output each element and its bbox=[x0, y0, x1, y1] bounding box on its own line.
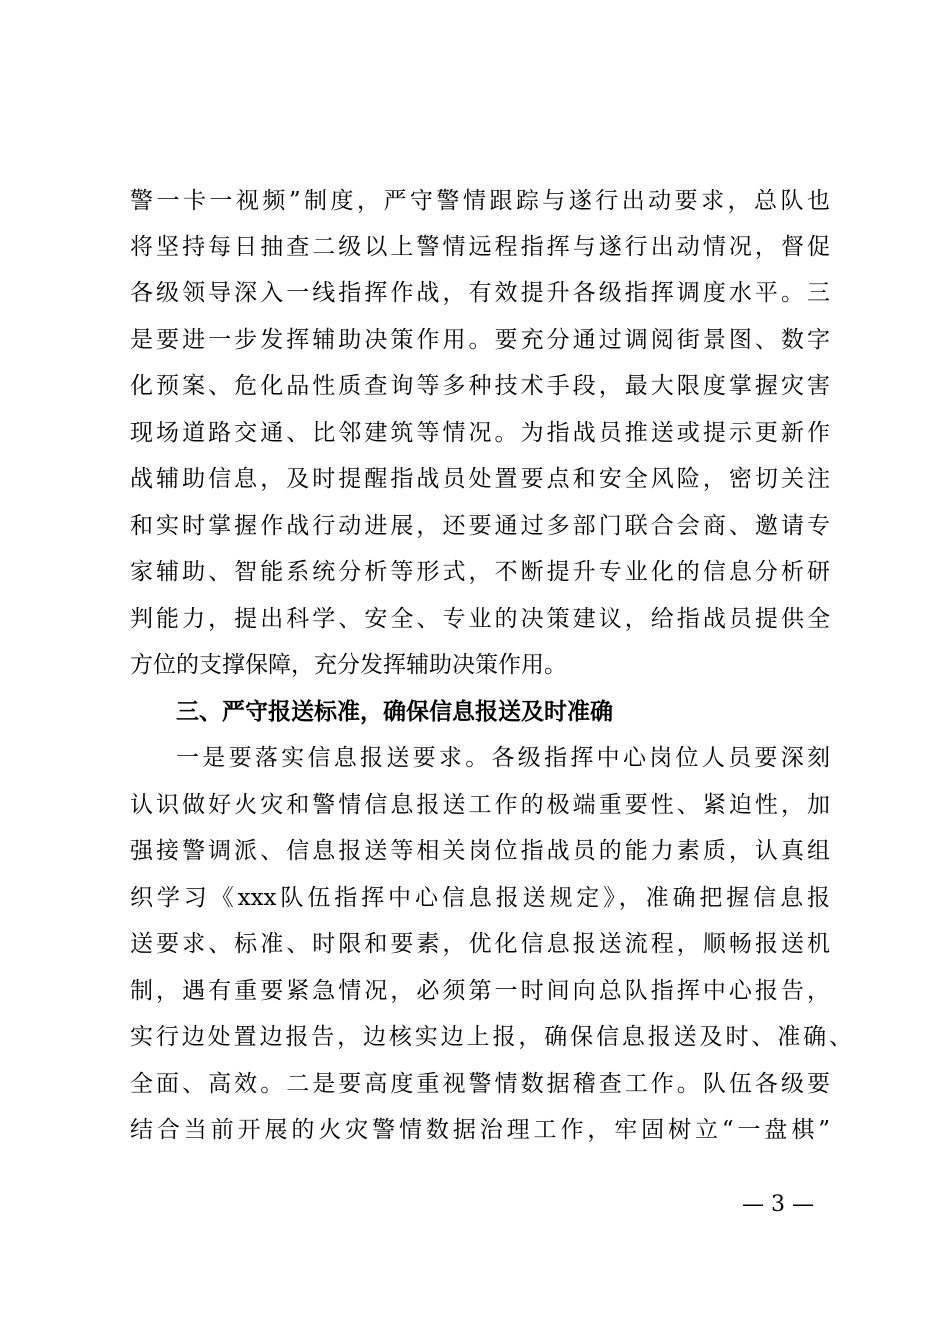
body-text-line: 各级领导深入一线指挥作战，有效提升各级指挥调度水平。三 bbox=[130, 280, 830, 306]
body-text-line: 警一卡一视频”制度，严守警情跟踪与遂行出动要求，总队也 bbox=[130, 188, 830, 214]
body-text-line: 和实时掌握作战行动进展，还要通过多部门联合会商、邀请专 bbox=[130, 513, 830, 539]
body-text-line: 是要进一步发挥辅助决策作用。要充分通过调阅街景图、数字 bbox=[130, 327, 830, 353]
body-text-line: 一是要落实信息报送要求。各级指挥中心岗位人员要深刻 bbox=[176, 745, 830, 771]
body-text-line: 全面、高效。二是要高度重视警情数据稽查工作。队伍各级要 bbox=[130, 1071, 830, 1097]
page-number: — 3 — bbox=[742, 1192, 814, 1217]
section-heading: 三、严守报送标准，确保信息报送及时准确 bbox=[176, 699, 613, 725]
body-text-line: 强接警调派、信息报送等相关岗位指战员的能力素质，认真组 bbox=[130, 838, 830, 864]
body-text-line: 方位的支撑保障，充分发挥辅助决策作用。 bbox=[130, 652, 567, 678]
body-text-line: 认识做好火灾和警情信息报送工作的极端重要性、紧迫性，加 bbox=[130, 792, 830, 818]
body-text-line: 战辅助信息，及时提醒指战员处置要点和安全风险，密切关注 bbox=[130, 466, 830, 492]
body-text-line: 织学习《xxx队伍指挥中心信息报送规定》，准确把握信息报 bbox=[130, 885, 830, 911]
body-text-line: 结合当前开展的火灾警情数据治理工作，牢固树立“一盘棋” bbox=[130, 1117, 830, 1143]
body-text-line: 家辅助、智能系统分析等形式，不断提升专业化的信息分析研 bbox=[130, 559, 830, 585]
body-text-line: 实行边处置边报告，边核实边上报，确保信息报送及时、准确、 bbox=[130, 1024, 852, 1050]
body-text-line: 化预案、危化品性质查询等多种技术手段，最大限度掌握灾害 bbox=[130, 373, 830, 399]
body-text-line: 制，遇有重要紧急情况，必须第一时间向总队指挥中心报告， bbox=[130, 978, 830, 1004]
body-text-line: 判能力，提出科学、安全、专业的决策建议，给指战员提供全 bbox=[130, 606, 830, 632]
body-text-line: 将坚持每日抽查二级以上警情远程指挥与遂行出动情况，督促 bbox=[130, 234, 830, 260]
body-text-line: 送要求、标准、时限和要素，优化信息报送流程，顺畅报送机 bbox=[130, 931, 830, 957]
body-text-line: 现场道路交通、比邻建筑等情况。为指战员推送或提示更新作 bbox=[130, 420, 830, 446]
